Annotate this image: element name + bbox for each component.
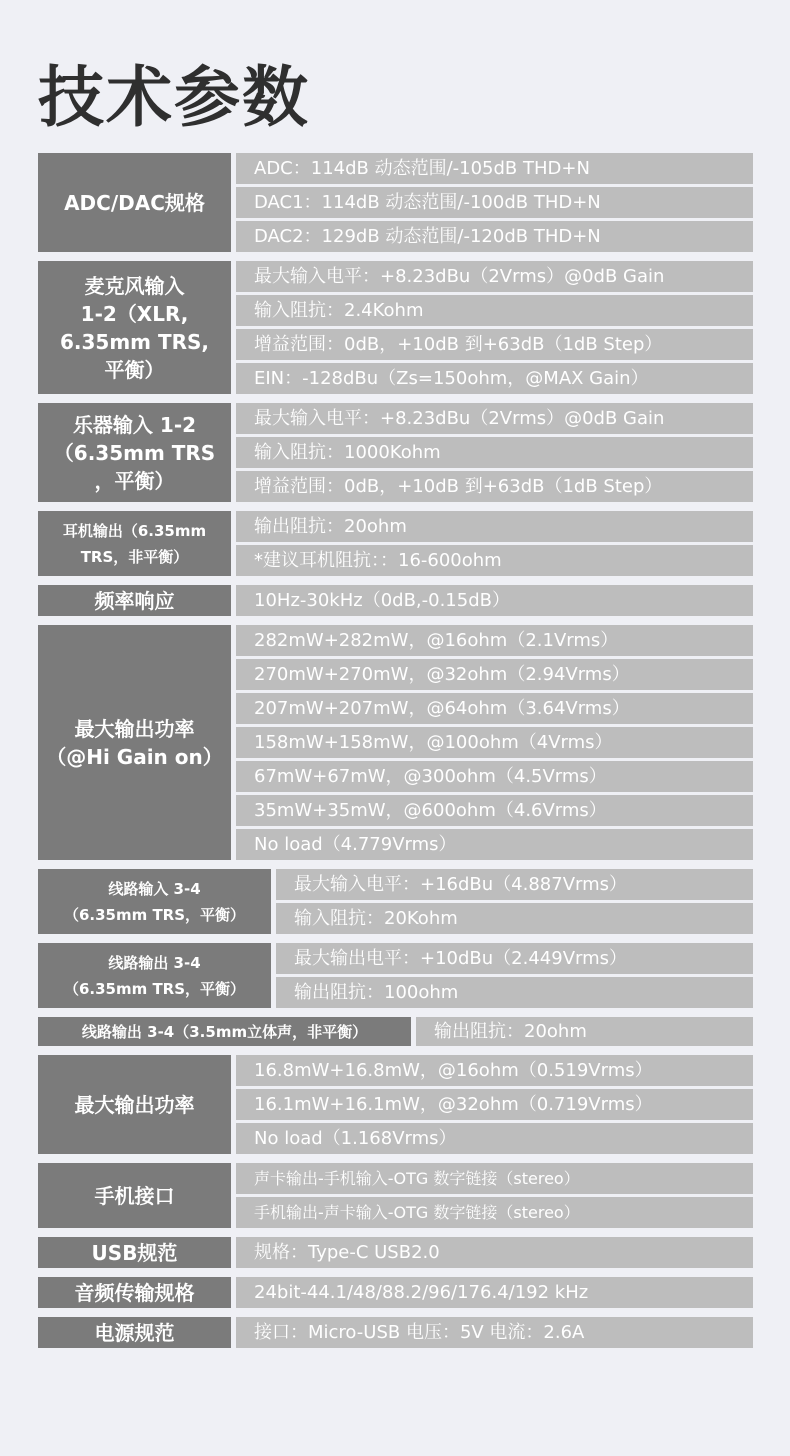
spec-group [38,1277,753,1308]
spec-label: 麦克风输入 1-2（XLR, 6.35mm TRS, 平衡） [38,261,231,394]
spec-values [276,943,753,1008]
spec-value: DAC1：114dB 动态范围/-100dB THD+N [236,187,753,218]
spec-group [38,511,753,576]
spec-value: 最大输入电平：+16dBu（4.887Vrms） [276,869,753,900]
spec-group [38,869,753,934]
spec-label: 线路输出 3-4（3.5mm立体声，非平衡） [38,1017,411,1046]
spec-label: 乐器输入 1-2 （6.35mm TRS ，平衡） [38,403,231,502]
spec-label: 耳机输出（6.35mm TRS，非平衡） [38,511,231,576]
spec-value: 10Hz-30kHz（0dB,-0.15dB） [236,585,753,616]
spec-values [236,511,753,576]
spec-label: 音频传输规格 [38,1277,231,1308]
spec-value: 输出阻抗：20ohm [236,511,753,542]
spec-value: 输出阻抗：20ohm [416,1017,753,1046]
spec-group [38,261,753,394]
spec-label: USB规范 [38,1237,231,1268]
spec-value: 最大输出电平：+10dBu（2.449Vrms） [276,943,753,974]
spec-value: 规格：Type-C USB2.0 [236,1237,753,1268]
spec-value: 最大输入电平：+8.23dBu（2Vrms）@0dB Gain [236,261,753,292]
spec-value: 24bit-44.1/48/88.2/96/176.4/192 kHz [236,1277,753,1308]
spec-group [38,153,753,252]
spec-value: 输入阻抗：1000Kohm [236,437,753,468]
spec-group [38,1055,753,1154]
spec-value: DAC2：129dB 动态范围/-120dB THD+N [236,221,753,252]
spec-label: 线路输出 3-4 （6.35mm TRS，平衡） [38,943,271,1008]
spec-group [38,943,753,1008]
spec-label: 频率响应 [38,585,231,616]
spec-values [276,869,753,934]
spec-label: 电源规范 [38,1317,231,1348]
spec-label: 手机接口 [38,1163,231,1228]
spec-label: 最大输出功率 [38,1055,231,1154]
spec-group [38,1017,753,1046]
spec-values [236,625,753,860]
spec-value: 输入阻抗：2.4Kohm [236,295,753,326]
spec-group [38,1317,753,1348]
spec-values [236,1163,753,1228]
spec-group [38,1163,753,1228]
spec-value: No load（4.779Vrms） [236,829,753,860]
spec-value: 最大输入电平：+8.23dBu（2Vrms）@0dB Gain [236,403,753,434]
spec-value: 声卡输出-手机输入-OTG 数字链接（stereo） [236,1163,753,1194]
spec-label: 最大输出功率 （@Hi Gain on） [38,625,231,860]
spec-values [236,1277,753,1308]
spec-value: 207mW+207mW，@64ohm（3.64Vrms） [236,693,753,724]
spec-group [38,1237,753,1268]
page-title: 技术参数 [38,59,310,136]
spec-value: No load（1.168Vrms） [236,1123,753,1154]
spec-group [38,625,753,860]
spec-value: *建议耳机阻抗：：16-600ohm [236,545,753,576]
spec-value: EIN：-128dBu（Zs=150ohm，@MAX Gain） [236,363,753,394]
spec-value: 16.8mW+16.8mW，@16ohm（0.519Vrms） [236,1055,753,1086]
spec-value: ADC：114dB 动态范围/-105dB THD+N [236,153,753,184]
spec-label: ADC/DAC规格 [38,153,231,252]
spec-value: 增益范围：0dB，+10dB 到+63dB（1dB Step） [236,329,753,360]
spec-group [38,403,753,502]
spec-value: 增益范围：0dB，+10dB 到+63dB（1dB Step） [236,471,753,502]
spec-values [236,585,753,616]
spec-values [236,1237,753,1268]
spec-value: 输出阻抗：100ohm [276,977,753,1008]
spec-value: 158mW+158mW，@100ohm（4Vrms） [236,727,753,758]
spec-value: 输入阻抗：20Kohm [276,903,753,934]
spec-value: 67mW+67mW，@300ohm（4.5Vrms） [236,761,753,792]
spec-value: 270mW+270mW，@32ohm（2.94Vrms） [236,659,753,690]
spec-values [236,403,753,502]
spec-table [38,153,753,1357]
spec-values [236,1317,753,1348]
spec-group [38,585,753,616]
spec-value: 手机输出-声卡输入-OTG 数字链接（stereo） [236,1197,753,1228]
spec-values [416,1017,753,1046]
spec-value: 接口：Micro-USB 电压：5V 电流：2.6A [236,1317,753,1348]
spec-values [236,153,753,252]
spec-value: 282mW+282mW，@16ohm（2.1Vrms） [236,625,753,656]
spec-value: 35mW+35mW，@600ohm（4.6Vrms） [236,795,753,826]
spec-values [236,1055,753,1154]
spec-value: 16.1mW+16.1mW，@32ohm（0.719Vrms） [236,1089,753,1120]
spec-values [236,261,753,394]
spec-label: 线路输入 3-4 （6.35mm TRS，平衡） [38,869,271,934]
